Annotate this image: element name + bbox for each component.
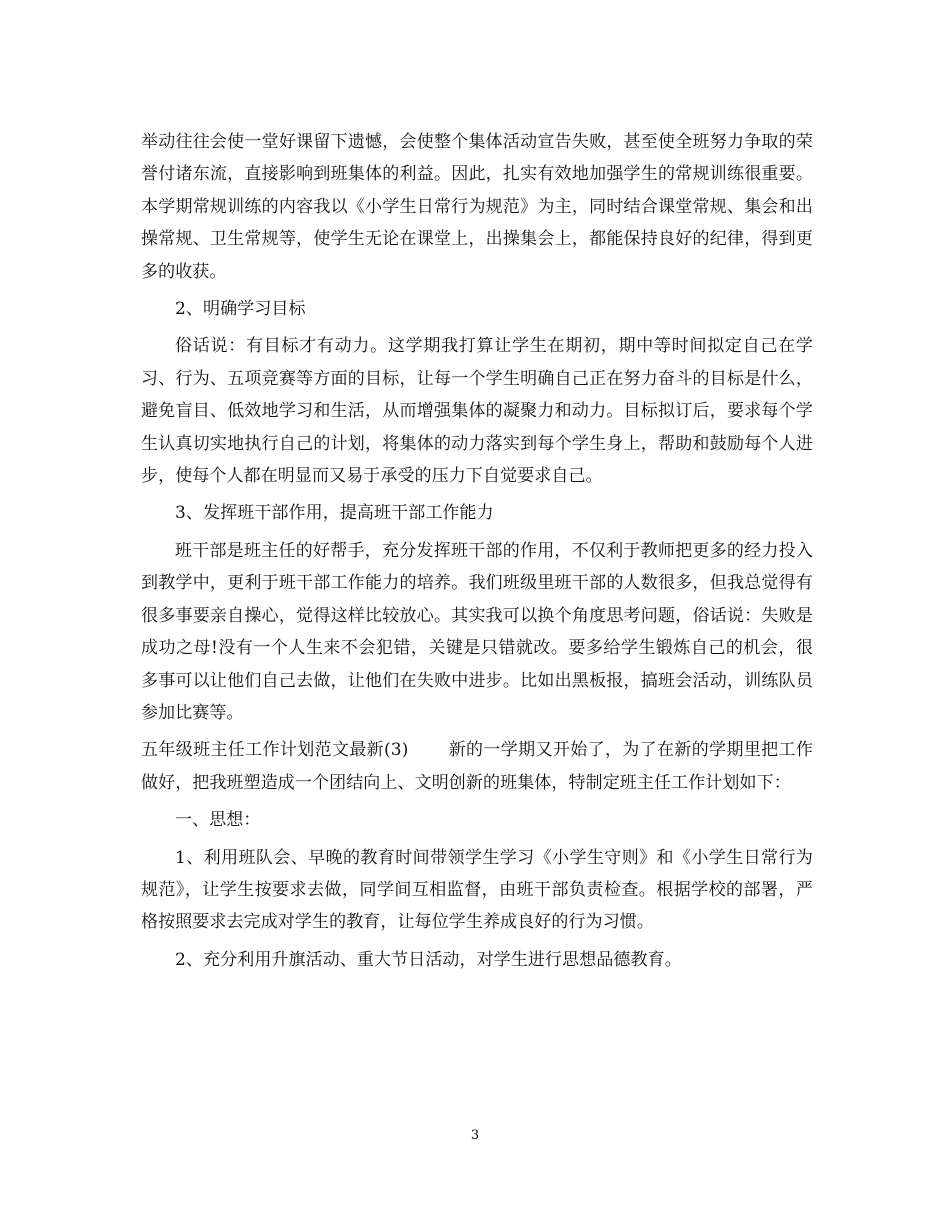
section-heading-class-cadres: 3、发挥班干部作用，提高班干部工作能力 (175, 503, 494, 524)
plan-intro-text: 新的一学期又开始了，为了在新的学期里把工作做好，把我班塑造成一个团结向上、文明创新的班集体，特制定班主任工作计划如下： (141, 740, 814, 793)
document-body (141, 126, 813, 976)
paragraph-class-cadres: 班干部是班主任的好帮手，充分发挥班干部的作用，不仅利于教师把更多的经力投入到教学中，更利于班干部工作能力的培养。我们班级里班干部的人数很多，但我总觉得有很多事要亲自操心，觉得这样比较放心。其实我可以换个角度思考问题，俗话说：失败是成功之母!没有一个人生来不会犯错，关键是只错就改。要多给学生锻炼自己的机会，很多事可以让他们自己去做，让他们在失败中进步。比如出黑板报，搞班会活动，训练队员参加比赛等。 (141, 540, 813, 723)
page-number: 3 (470, 1128, 480, 1143)
article-title: 五年级班主任工作计划范文最新(3) (141, 740, 409, 761)
paragraph-plan-intro (141, 734, 813, 799)
paragraph-thought-item-2: 2、充分利用升旗活动、重大节日活动，对学生进行思想品德教育。 (175, 949, 682, 970)
paragraph-learning-goals: 俗话说：有目标才有动力。这学期我打算让学生在期初，期中等时间拟定自己在学习、行为、五项竞赛等方面的目标，让每一个学生明确自己正在努力奋斗的目标是什么，避免盲目、低效地学习和生活，从而增强集体的凝聚力和动力。目标拟订后，要求每个学生认真切实地执行自己的计划，将集体的动力落实到每个学生身上，帮助和鼓励每个人进步，使每个人都在明显而又易于承受的压力下自觉要求自己。 (141, 336, 813, 487)
paragraph-thought-item-1: 1、利用班队会、早晚的教育时间带领学生学习《小学生守则》和《小学生日常行为规范》，让学生按要求去做，同学间互相监督，由班干部负责检查。根据学校的部署，严格按照要求去完成对学生的教育，让每位学生养成良好的行为习惯。 (141, 847, 813, 933)
section-heading-thought: 一、思想： (175, 810, 261, 831)
section-heading-learning-goals: 2、明确学习目标 (175, 299, 306, 320)
paragraph-continuation: 举动往往会使一堂好课留下遗憾，会使整个集体活动宣告失败，甚至使全班努力争取的荣誉付诸东流，直接影响到班集体的利益。因此，扎实有效地加强学生的常规训练很重要。本学期常规训练的内容我以《小学生日常行为规范》为主，同时结合课堂常规、集会和出操常规、卫生常规等，使学生无论在课堂上，出操集会上，都能保持良好的纪律，得到更多的收获。 (141, 132, 813, 282)
